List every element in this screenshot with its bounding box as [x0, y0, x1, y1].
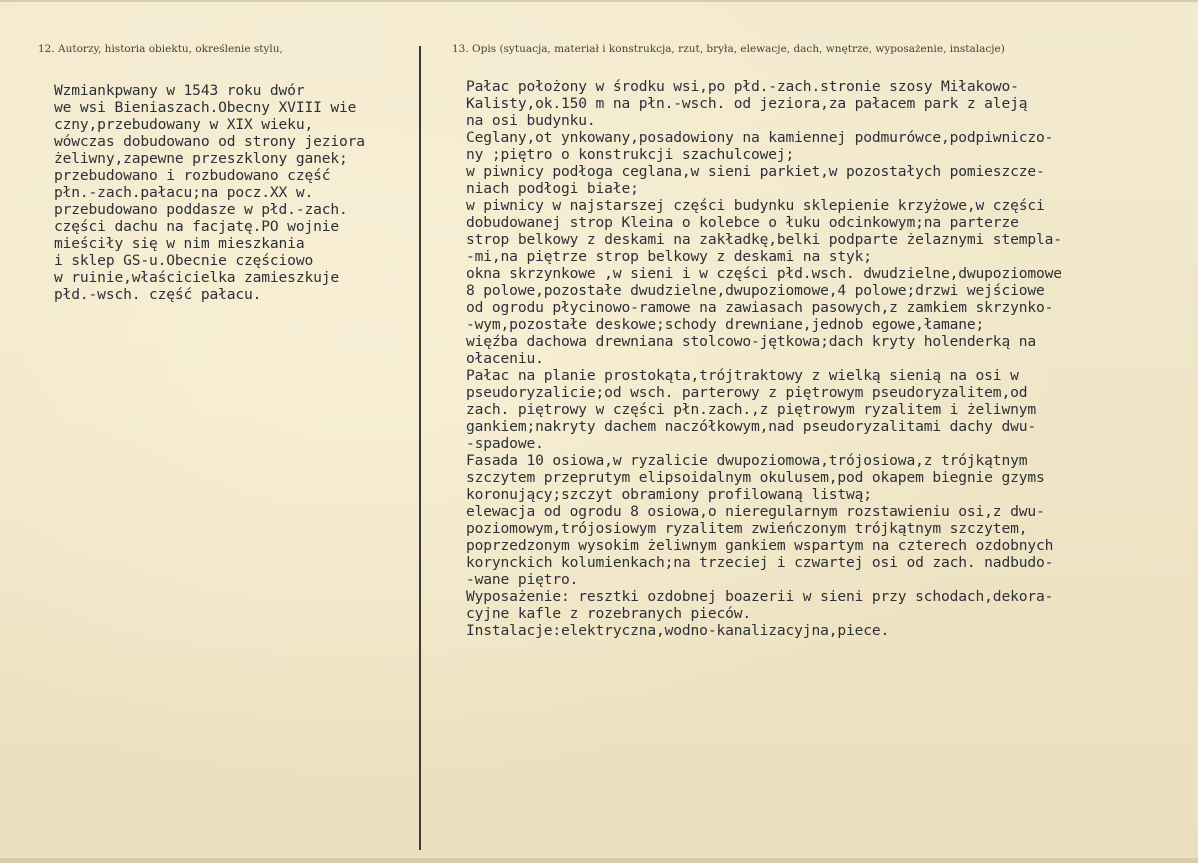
text-line: niach podłogi białe;: [466, 180, 639, 197]
text-line: przebudowano poddasze w płd.-zach.: [54, 201, 348, 218]
text-line: Instalacje:elektryczna,wodno-kanalizacyjna,piece.: [466, 622, 890, 639]
text-line: płn.-zach.pałacu;na pocz.XX w.: [54, 184, 314, 201]
text-line: strop belkowy z deskami na zakładkę,belki podparte żelaznymi stempla-: [466, 231, 1062, 248]
text-line: dobudowanej strop Kleina o kolebce o łuku odcinkowym;na parterze: [466, 214, 1019, 231]
text-line: czny,przebudowany w XIX wieku,: [54, 116, 314, 133]
text-line: -wane piętro.: [466, 571, 579, 588]
text-line: koronujący;szczyt obramiony profilowaną listwą;: [466, 486, 872, 503]
text-line: na osi budynku.: [466, 112, 596, 129]
text-line: poprzedzonym wysokim żeliwnym gankiem wspartym na czterech ozdobnych: [466, 537, 1054, 554]
text-line: szczytem przeprutym elipsoidalnym okulusem,pod okapem biegnie gzyms: [466, 469, 1045, 486]
text-line: Kalisty,ok.150 m na płn.-wsch. od jeziora,za pałacem park z aleją: [466, 95, 1028, 112]
text-line: od ogrodu płycinowo-ramowe na zawiasach pasowych,z zamkiem skrzynko-: [466, 299, 1054, 316]
text-line: Pałac położony w środku wsi,po płd.-zach.stronie szosy Miłakowo-: [466, 78, 1019, 95]
text-line: elewacja od ogrodu 8 osiowa,o nieregularnym rozstawieniu osi,z dwu-: [466, 503, 1045, 520]
text-line: więźba dachowa drewniana stolcowo-jętkowa;dach kryty holenderką na: [466, 333, 1036, 350]
text-line: cyjne kafle z rozebranych pieców.: [466, 605, 751, 622]
text-line: gankiem;nakryty dachem naczółkowym,nad pseudoryzalitami dachy dwu-: [466, 418, 1036, 435]
text-line: ny ;piętro o konstrukcji szachulcowej;: [466, 146, 795, 163]
history-text-block: [54, 82, 365, 303]
section-13-header: 13. Opis (sytuacja, materiał i konstrukcja, rzut, bryła, elewacje, dach, wnętrze, wyposażenie, instalacje): [452, 43, 1005, 55]
text-line: okna skrzynkowe ,w sieni i w części płd.wsch. dwudzielne,dwupoziomowe: [466, 265, 1062, 282]
text-line: Wyposażenie: resztki ozdobnej boazerii w sieni przy schodach,dekora-: [466, 588, 1054, 605]
text-line: wówczas dobudowano od strony jeziora: [54, 133, 365, 150]
text-line: w piwnicy podłoga ceglana,w sieni parkiet,w pozostałych pomieszcze-: [466, 163, 1045, 180]
text-line: zach. piętrowy w części płn.zach.,z piętrowym ryzalitem i żeliwnym: [466, 401, 1036, 418]
text-line: -spadowe.: [466, 435, 544, 452]
text-line: we wsi Bieniaszach.Obecny XVIII wie: [54, 99, 357, 116]
text-line: przebudowano i rozbudowano część: [54, 167, 331, 184]
description-text-block: [466, 78, 1062, 639]
text-line: w ruinie,właścicielka zamieszkuje: [54, 269, 339, 286]
text-line: Ceglany,ot ynkowany,posadowiony na kamiennej podmurówce,podpiwniczo-: [466, 129, 1054, 146]
text-line: 8 polowe,pozostałe dwudzielne,dwupoziomowe,4 polowe;drzwi wejściowe: [466, 282, 1045, 299]
text-line: ołaceniu.: [466, 350, 544, 367]
paper-edge: [0, 858, 1198, 863]
text-line: Fasada 10 osiowa,w ryzalicie dwupoziomowa,trójosiowa,z trójkątnym: [466, 452, 1028, 469]
text-line: poziomowym,trójosiowym ryzalitem zwieńczonym trójkątnym szczytem,: [466, 520, 1028, 537]
text-line: Wzmiankpwany w 1543 roku dwór: [54, 82, 305, 99]
column-divider: [419, 46, 421, 850]
section-12-header: 12. Autorzy, historia obiektu, określenie stylu,: [38, 43, 283, 55]
text-line: -mi,na piętrze strop belkowy z deskami na styk;: [466, 248, 872, 265]
text-line: i sklep GS-u.Obecnie częściowo: [54, 252, 314, 269]
text-line: części dachu na facjatę.PO wojnie: [54, 218, 339, 235]
text-line: Pałac na planie prostokąta,trójtraktowy z wielką sienią na osi w: [466, 367, 1019, 384]
text-line: żeliwny,zapewne przeszklony ganek;: [54, 150, 348, 167]
text-line: w piwnicy w najstarszej części budynku sklepienie krzyżowe,w części: [466, 197, 1045, 214]
text-line: korynckich kolumienkach;na trzeciej i czwartej osi od zach. nadbudo-: [466, 554, 1054, 571]
text-line: płd.-wsch. część pałacu.: [54, 286, 262, 303]
text-line: -wym,pozostałe deskowe;schody drewniane,jednob egowe,łamane;: [466, 316, 985, 333]
text-line: mieściły się w nim mieszkania: [54, 235, 305, 252]
text-line: pseudoryzalicie;od wsch. parterowy z piętrowym pseudoryzalitem,od: [466, 384, 1028, 401]
